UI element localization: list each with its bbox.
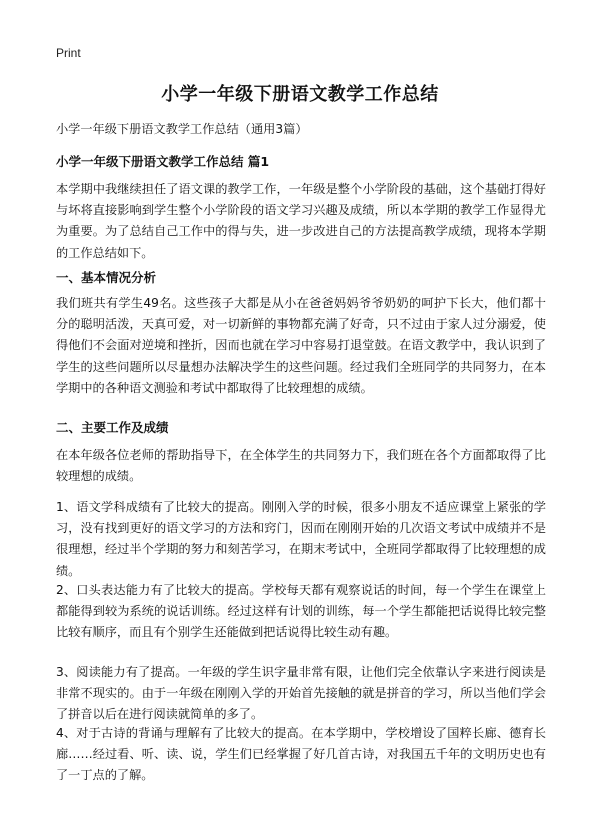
section2-heading: 二、主要工作及成绩	[56, 420, 169, 435]
section2-paragraph: 在本年级各位老师的帮助指导下，在全体学生的共同努力下，我们班在各个方面都取得了比较理想的成绩。	[56, 448, 546, 484]
list-item: 4、对于古诗的背诵与理解有了比较大的提高。在本学期中，学校增设了国粹长廊、德育长廊……经过看、听、读、说，学生们已经掌握了好几首古诗，对我国五千年的文明历史也有了一丁点的了解。	[56, 726, 546, 783]
article-heading: 小学一年级下册语文教学工作总结 篇1	[56, 154, 270, 169]
list-item: 3、阅读能力有了提高。一年级的学生识字量非常有限，让他们完全依靠认字来进行阅读是非常不现实的。由于一年级在刚刚入学的开始首先接触的就是拼音的学习，所以当他们学会了拼音以后在进行阅读就简单的多了。	[56, 665, 546, 722]
section1-heading: 一、基本情况分析	[56, 270, 157, 285]
page-title: 小学一年级下册语文教学工作总结	[161, 84, 439, 105]
list-item: 1、语文学科成绩有了比较大的提高。刚刚入学的时候，很多小朋友不适应课堂上紧张的学习，没有找到更好的语文学习的方法和窍门，因而在刚刚开始的几次语文考试中成绩并不是很理想，经过半个学期的努力和刻苦学习，在期末考试中，全班同学都取得了比较理想的成绩。	[56, 500, 546, 578]
section1-paragraph: 我们班共有学生49名。这些孩子大都是从小在爸爸妈妈爷爷奶奶的呵护下长大，他们都十分的聪明活泼，天真可爱，对一切新鲜的事物都充满了好奇，只不过由于家人过分溺爱，使得他们不会面对逆境和挫折，因而也就在学习中容易打退堂鼓。在语文教学中，我认识到了学生的这些问题所以尽量想办法解决学生的这些问题。经过我们全班同学的共同努力，在本学期中的各种语文测验和考试中都取得了比较理想的成绩。	[56, 296, 546, 395]
intro-paragraph: 本学期中我继续担任了语文课的教学工作，一年级是整个小学阶段的基础，这个基础打得好与坏将直接影响到学生整个小学阶段的语文学习兴趣及成绩，所以本学期的教学工作显得尤为重要。为了总结自己工作中的得与失，进一步改进自己的方法提高教学成绩，现将本学期的工作总结如下。	[56, 182, 546, 260]
list-item: 2、口头表达能力有了比较大的提高。学校每天都有观察说话的时间，每一个学生在课堂上都能得到较为系统的说话训练。经过这样有计划的训练，每一个学生都能把话说得比较完整比较有顺序，而且有个别学生还能做到把话说得比较生动有趣。	[56, 583, 546, 640]
print-link[interactable]: Print	[56, 46, 81, 60]
document-subtitle: 小学一年级下册语文教学工作总结（通用3篇）	[56, 122, 308, 136]
